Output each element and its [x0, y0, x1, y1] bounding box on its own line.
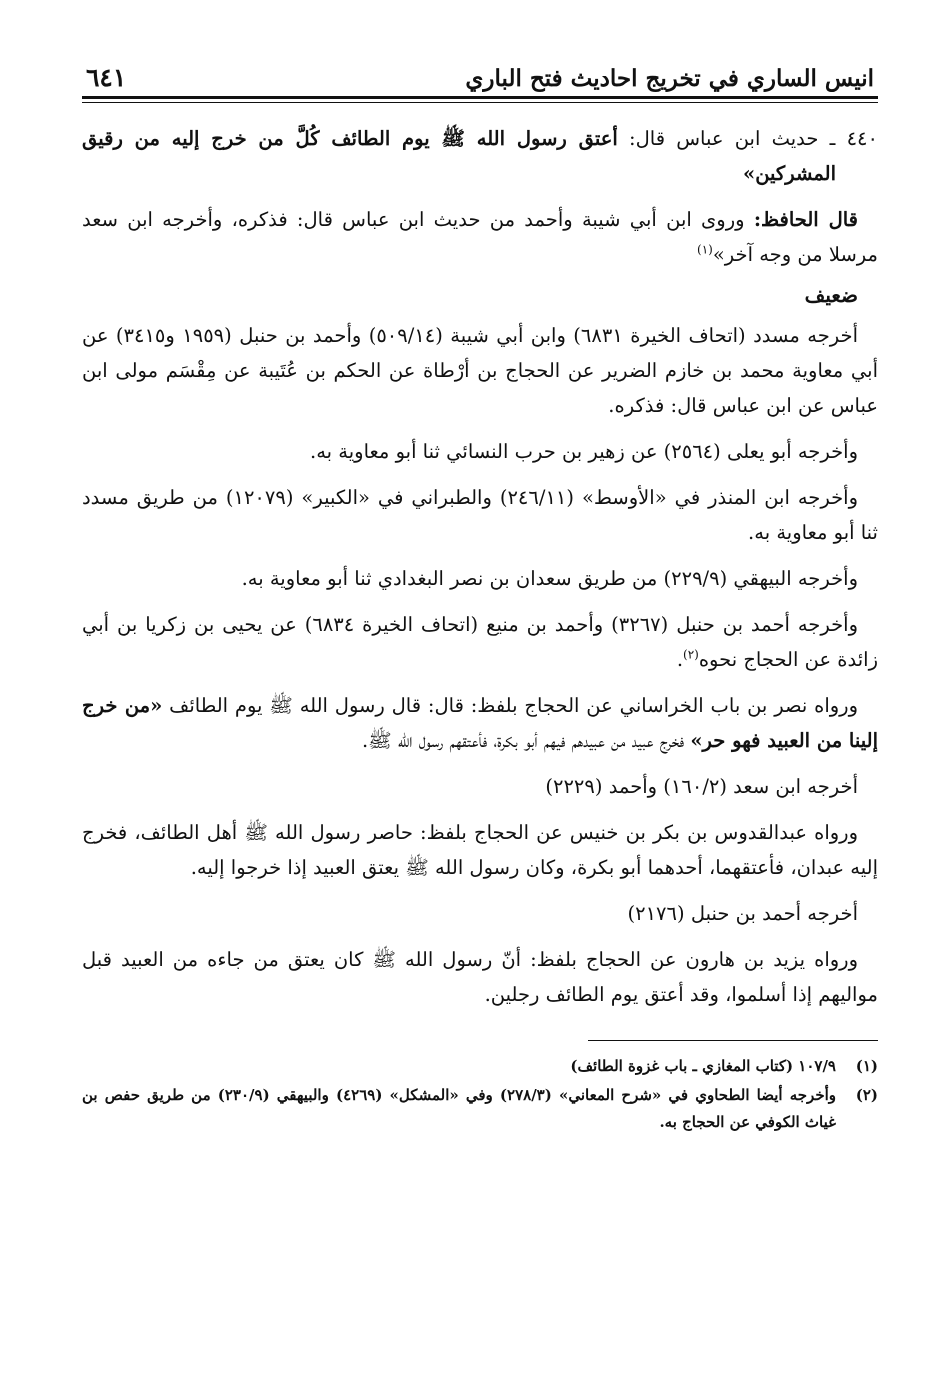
- footnote-number: (١): [855, 1057, 878, 1075]
- hafiz-label: قال الحافظ:: [753, 208, 859, 231]
- takhrij-paragraph: وأخرجه البيهقي (٢٢٩/٩) من طريق سعدان بن نصر البغدادي ثنا أبو معاوية به.: [241, 567, 858, 590]
- hadith-text: أعتق رسول الله ﷺ يوم الطائف كُلَّ من خرج إليه من رقيق المشركين»: [82, 127, 836, 185]
- ahmad-text: وأخرجه أحمد بن حنبل (٣٢٦٧) وأحمد بن منيع (اتحاف الخيرة ٦٨٣٤) عن يحيى بن زكريا بن أبي زائدة عن الحجاج نحوه: [82, 613, 878, 671]
- header-rule-thick: [82, 96, 878, 99]
- takhrij-paragraph: أخرجه ابن سعد (١٦٠/٢) وأحمد (٢٢٢٩): [545, 775, 858, 798]
- footnote: [82, 1082, 878, 1136]
- page-number: ٦٤١: [86, 63, 127, 92]
- footnote: [82, 1053, 878, 1080]
- hadith-entry: [82, 121, 878, 191]
- hafiz-text: وروى ابن أبي شيبة وأحمد من حديث ابن عباس قال: فذكره، وأخرجه ابن سعد مرسلا من وجه آخر»: [82, 208, 878, 266]
- running-title: انيس الساري في تخريج احاديث فتح الباري: [465, 65, 874, 92]
- footnote-separator: [588, 1040, 878, 1041]
- takhrij-paragraph: وأخرجه ابن المنذر في «الأوسط» (٢٤٦/١١) والطبراني في «الكبير» (١٢٠٧٩) من طريق مسدد ثنا أبو معاوية به.: [82, 486, 878, 544]
- nasr-before: ورواه نصر بن باب الخراساني عن الحجاج بلفظ: قال: قال رسول الله ﷺ يوم الطائف: [169, 694, 859, 717]
- nasr-quote: «من خرج إلينا من العبيد فهو حر»: [82, 694, 878, 752]
- takhrij-paragraph: أخرجه أحمد بن حنبل (٢١٧٦): [627, 902, 858, 925]
- entry-number: ٤٤٠ ـ: [829, 127, 878, 150]
- grade-label: ضعيف: [804, 283, 858, 307]
- page-content: [82, 121, 878, 1012]
- footnote-text: ١٠٧/٩ (كتاب المغازي ـ باب غزوة الطائف): [570, 1057, 836, 1075]
- nasr-after: فخرج عبيد من عبيدهم فيهم أبو بكرة، فأعتقهم رسول الله ﷺ.: [361, 729, 685, 752]
- narration-paragraph: [82, 688, 878, 758]
- takhrij-paragraph: [82, 607, 878, 677]
- narration-paragraph: ورواه يزيد بن هارون عن الحجاج بلفظ: أنّ رسول الله ﷺ كان يعتق من جاءه من العبيد قبل مواليهم إذا أسلموا، وقد أعتق يوم الطائف رجلين.: [82, 948, 878, 1006]
- takhrij-paragraph: أخرجه مسدد (اتحاف الخيرة ٦٨٣١) وابن أبي شيبة (٥٠٩/١٤) وأحمد بن حنبل (١٩٥٩ و٣٤١٥) عن أبي معاوية محمد بن خازم الضرير عن الحجاج بن أرْطاة عن الحكم بن عُتَيبة عن مِقْسَم مولى ابن عباس عن ابن عباس قال: فذكره.: [82, 324, 878, 417]
- footnote-marker-2: (٢): [683, 647, 699, 662]
- footnote-marker-1: (١): [697, 242, 713, 257]
- hafiz-quote: [82, 202, 878, 272]
- footnote-text: وأخرجه أيضا الطحاوي في «شرح المعاني» (٢٧٨/٣) وفي «المشكل» (٤٢٦٩) والبيهقي (٢٣٠/٩) من طريق حفص بن غياث الكوفي عن الحجاج به.: [82, 1086, 836, 1131]
- footnote-number: (٢): [855, 1086, 878, 1104]
- ahmad-end: .: [676, 648, 684, 671]
- header-rule-thin: [82, 102, 878, 103]
- narration-paragraph: ورواه عبدالقدوس بن بكر بن خنيس عن الحجاج بلفظ: حاصر رسول الله ﷺ أهل الطائف، فخرج إليه عبدان، فأعتقهما، أحدهما أبو بكرة، وكان رسول الله ﷺ يعتق العبيد إذا خرجوا إليه.: [82, 821, 878, 879]
- page-header: [82, 52, 878, 92]
- entry-lead: حديث ابن عباس قال:: [629, 127, 819, 150]
- takhrij-paragraph: وأخرجه أبو يعلى (٢٥٦٤) عن زهير بن حرب النسائي ثنا أبو معاوية به.: [310, 440, 858, 463]
